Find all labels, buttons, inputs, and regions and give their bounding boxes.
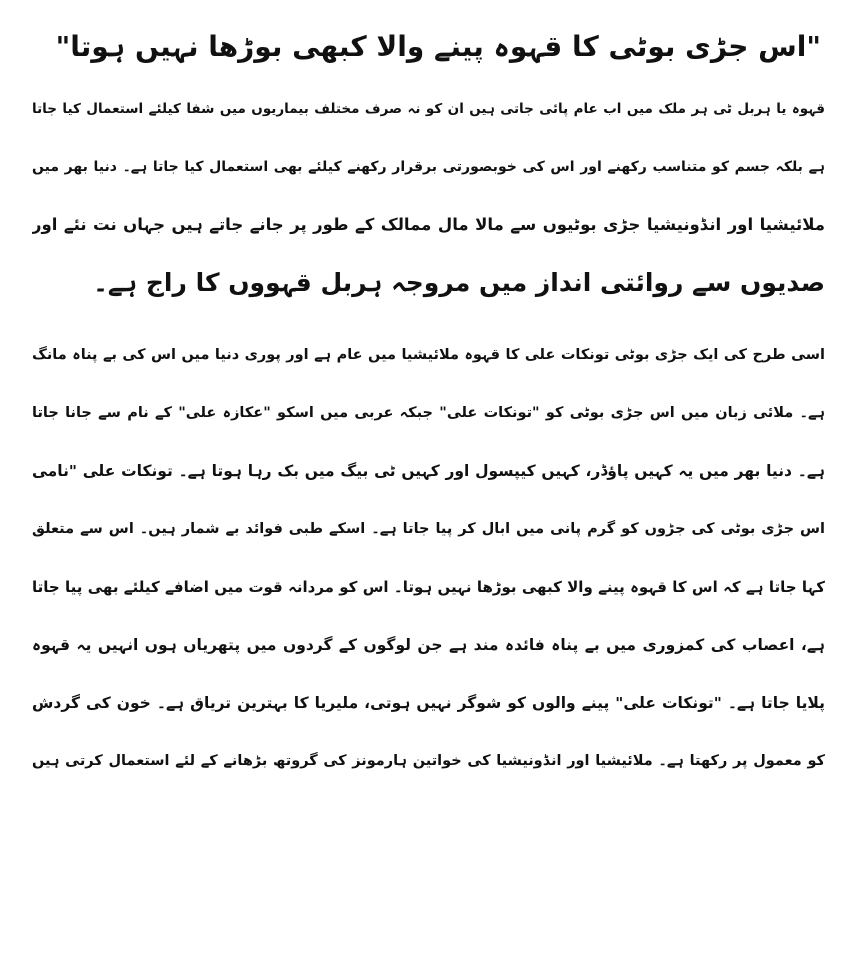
- article-title: "اس جڑی بوٹی کا قہوہ پینے والا کبھی بوڑھا نہیں ہوتا": [55, 30, 821, 63]
- paragraph-1: [32, 80, 825, 312]
- paragraph-line: پلایا جاتا ہے۔ "تونکات علی" پینے والوں کو شوگر نہیں ہوتی، ملیریا کا بہترین تریاق ہے۔ خون کی گردش: [32, 694, 825, 712]
- paragraph-line: کہا جاتا ہے کہ اس کا قہوہ پینے والا کبھی بوڑھا نہیں ہوتا۔ اس کو مردانہ قوت میں اضافے کیلئے بھی پیا جاتا: [32, 578, 825, 596]
- paragraph-line: صدیوں سے روائتی انداز میں مروجہ ہربل قہووں کا راج ہے۔: [93, 268, 825, 297]
- paragraph-line: کو معمول پر رکھتا ہے۔ ملائیشیا اور انڈونیشیا کی خواتین ہارمونز کی گروتھ بڑھانے کے لئے استعمال کرتی ہیں: [32, 753, 825, 769]
- paragraph-line: اسی طرح کی ایک جڑی بوٹی تونکات علی کا قہوہ ملائیشیا میں عام ہے اور پوری دنیا میں اس کی بے پناہ مانگ: [32, 347, 825, 363]
- paragraph-line: ملائیشیا اور انڈونیشیا جڑی بوٹیوں سے مالا مال ممالک کے طور پر جانے جاتے ہیں جہاں نت نئے اور: [32, 215, 825, 234]
- paragraph-line: ہے، اعصاب کی کمزوری میں بے پناہ فائدہ مند ہے جن لوگوں کے گردوں میں پتھریاں ہوں انہیں یہ قہوہ: [32, 636, 825, 654]
- paragraph-line: ہے۔ دنیا بھر میں یہ کہیں پاؤڈر، کہیں کیپسول اور کہیں ٹی بیگ میں بک رہا ہوتا ہے۔ تونکات علی "نامی: [32, 462, 825, 480]
- paragraph-line: ہے بلکہ جسم کو متناسب رکھنے اور اس کی خوبصورتی برقرار رکھنے کیلئے بھی استعمال کیا جاتا ہے۔ دنیا بھر میں: [32, 159, 825, 175]
- paragraph-line: ہے۔ ملائی زبان میں اس جڑی بوٹی کو "تونکات علی" جبکہ عربی میں اسکو "عکازہ علی" کے نام سے جانا جاتا: [32, 405, 825, 421]
- paragraph-line: اس جڑی بوٹی کی جڑوں کو گرم پانی میں ابال کر پیا جاتا ہے۔ اسکے طبی فوائد بے شمار ہیں۔ اس سے متعلق: [32, 521, 825, 537]
- paragraph-2: [32, 326, 825, 790]
- paragraph-line: قہوہ یا ہربل ٹی ہر ملک میں اب عام پائی جاتی ہیں ان کو نہ صرف مختلف بیماریوں میں شفا کیلئے استعمال کیا جاتا: [32, 101, 825, 117]
- paragraph-gap: [32, 312, 825, 326]
